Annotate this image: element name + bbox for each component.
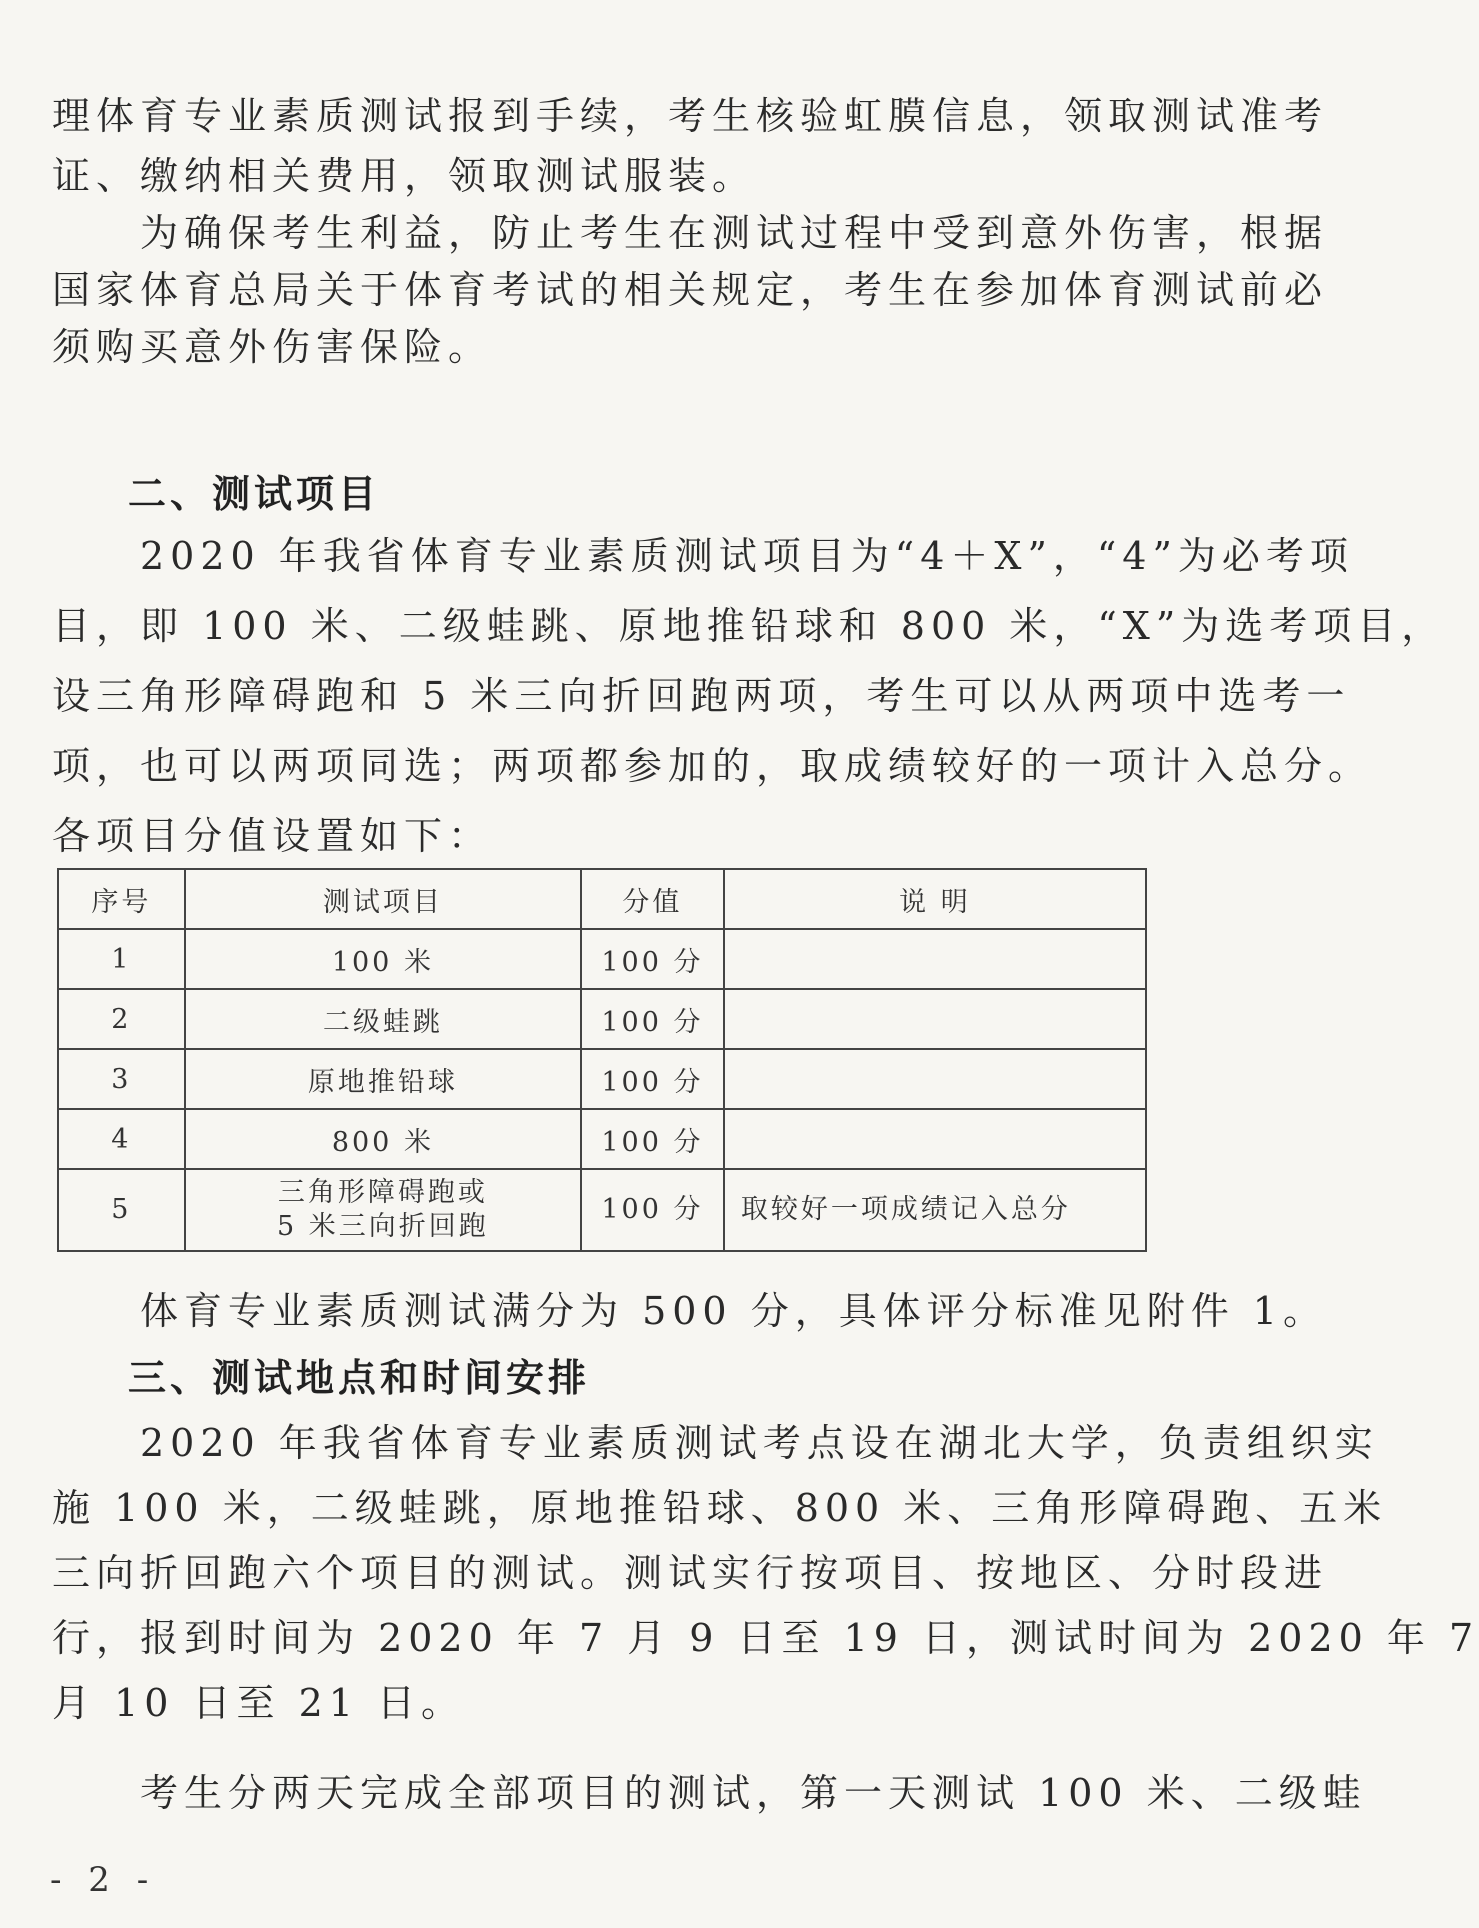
body-line: 国家体育总局关于体育考试的相关规定，考生在参加体育测试前必	[52, 268, 1329, 312]
cell-score: 100 分	[581, 989, 724, 1049]
body-line: 考生分两天完成全部项目的测试，第一天测试 100 米、二级蛙	[52, 1771, 1367, 1815]
body-line: 行，报到时间为 2020 年 7 月 9 日至 19 日，测试时间为 2020 年 7	[52, 1616, 1479, 1660]
body-line: 体育专业素质测试满分为 500 分，具体评分标准见附件 1。	[52, 1289, 1327, 1333]
body-line: 月 10 日至 21 日。	[52, 1681, 466, 1725]
body-line: 为确保考生利益，防止考生在测试过程中受到意外伤害，根据	[52, 211, 1329, 255]
body-line: 三向折回跑六个项目的测试。测试实行按项目、按地区、分时段进	[52, 1551, 1329, 1595]
section-heading-location-schedule: 三、测试地点和时间安排	[128, 1356, 591, 1400]
cell-score: 100 分	[581, 1169, 724, 1251]
cell-no: 3	[58, 1049, 185, 1109]
cell-score: 100 分	[581, 1049, 724, 1109]
cell-item: 二级蛙跳	[185, 989, 581, 1049]
body-line: 理体育专业素质测试报到手续，考生核验虹膜信息，领取测试准考	[52, 94, 1329, 138]
cell-item	[185, 1169, 581, 1251]
cell-no: 2	[58, 989, 185, 1049]
table-row	[58, 1109, 1146, 1169]
table-row	[58, 929, 1146, 989]
header-score: 分值	[581, 869, 724, 929]
body-line: 证、缴纳相关费用，领取测试服装。	[52, 154, 757, 198]
cell-item: 原地推铅球	[185, 1049, 581, 1109]
header-note: 说 明	[724, 869, 1146, 929]
section-heading-test-items: 二、测试项目	[128, 472, 381, 516]
cell-note	[724, 1109, 1146, 1169]
table-row	[58, 1049, 1146, 1109]
body-line: 设三角形障碍跑和 5 米三向折回跑两项，考生可以从两项中选考一	[52, 674, 1351, 718]
cell-note	[724, 929, 1146, 989]
cell-note	[724, 989, 1146, 1049]
cell-no: 5	[58, 1169, 185, 1251]
table-row	[58, 989, 1146, 1049]
cell-item: 800 米	[185, 1109, 581, 1169]
header-no: 序号	[58, 869, 185, 929]
cell-no: 4	[58, 1109, 185, 1169]
body-line: 须购买意外伤害保险。	[52, 325, 493, 369]
cell-item-line-1: 三角形障碍跑或	[277, 1177, 488, 1208]
body-line: 各项目分值设置如下：	[52, 814, 493, 858]
header-item: 测试项目	[185, 869, 581, 929]
body-line: 目，即 100 米、二级蛙跳、原地推铅球和 800 米，“X”为选考项目，	[52, 604, 1446, 648]
score-table	[57, 868, 1147, 1252]
cell-note: 取较好一项成绩记入总分	[724, 1169, 1146, 1251]
cell-score: 100 分	[581, 929, 724, 989]
body-line: 2020 年我省体育专业素质测试考点设在湖北大学，负责组织实	[52, 1421, 1379, 1465]
table-row	[58, 1169, 1146, 1251]
body-line: 施 100 米，二级蛙跳，原地推铅球、800 米、三角形障碍跑、五米	[52, 1486, 1388, 1530]
cell-item-line-2: 5 米三向折回跑	[277, 1211, 489, 1242]
cell-no: 1	[58, 929, 185, 989]
page-number: - 2 -	[50, 1860, 157, 1900]
table-header-row	[58, 869, 1146, 929]
body-line: 项，也可以两项同选；两项都参加的，取成绩较好的一项计入总分。	[52, 744, 1373, 788]
cell-item: 100 米	[185, 929, 581, 989]
cell-score: 100 分	[581, 1109, 724, 1169]
cell-note	[724, 1049, 1146, 1109]
body-line: 2020 年我省体育专业素质测试项目为“4＋X”，“4”为必考项	[52, 534, 1354, 578]
